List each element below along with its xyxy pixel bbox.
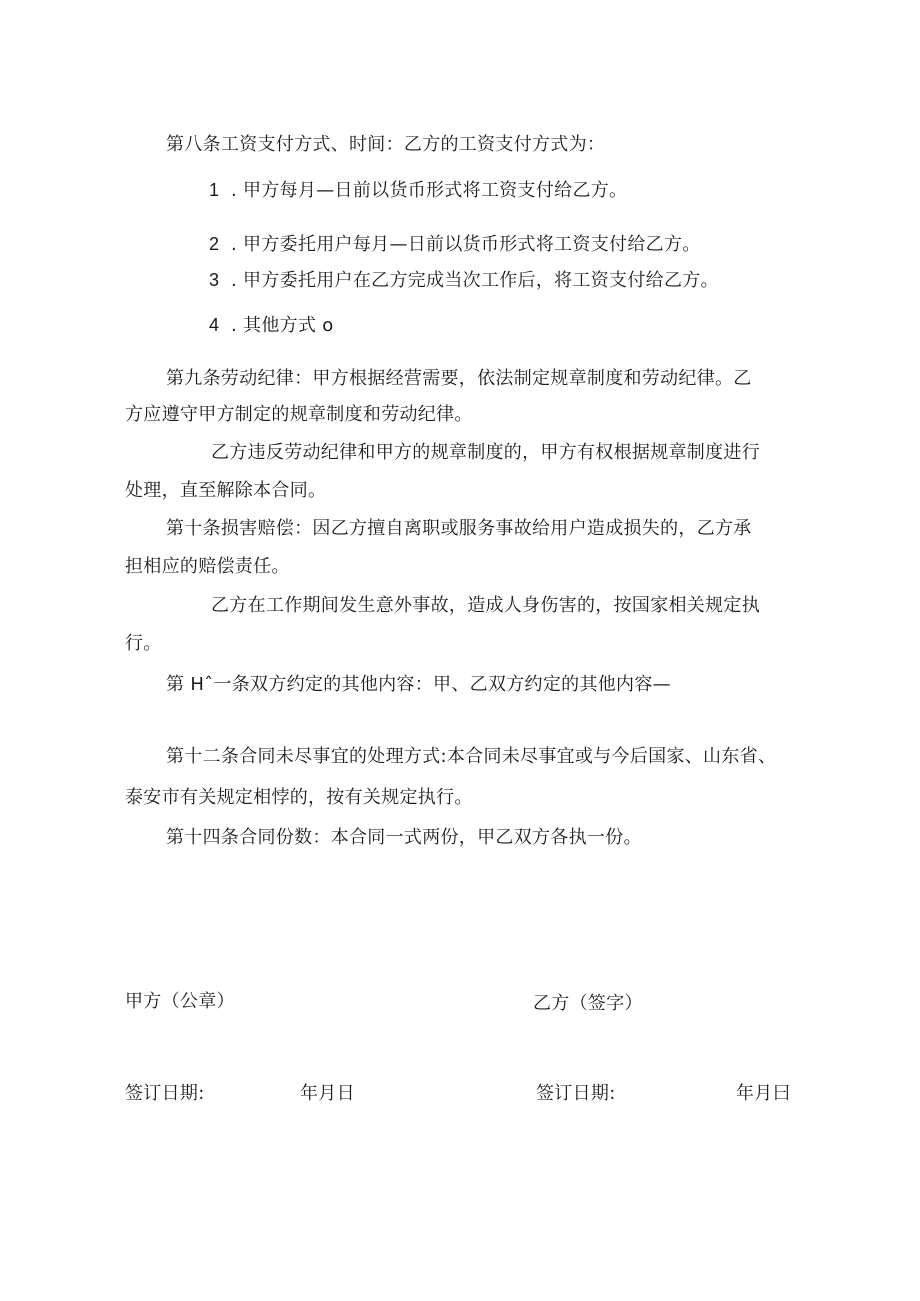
party-b-date-value: 年月曰 xyxy=(736,1083,791,1104)
article-10-line-1: 第十条损害赔偿：因乙方擅自离职或服务事故给用户造成损失的，乙方承 xyxy=(166,518,752,539)
party-a-date-value: 年月日 xyxy=(300,1083,355,1104)
article-9-line-2: 方应遵守甲方制定的规章制度和劳动纪律。 xyxy=(125,404,473,425)
article-9-line-4: 处理，直至解除本合同。 xyxy=(125,480,327,501)
article-12-line-2: 泰安市有关规定相悖的，按有关规定执行。 xyxy=(125,787,473,808)
article-8-heading: 第八条工资支付方式、时间：乙方的工资支付方式为： xyxy=(166,134,606,155)
item-number: 2 xyxy=(209,234,220,254)
article-9-line-3: 乙方违反劳动纪律和甲方的规章制度的，甲方有权根据规章制度进行 xyxy=(211,442,760,463)
item-text: . 甲方委托用户每月—日前以货币形式将工资支付给乙方。 xyxy=(231,234,701,255)
article-10-line-3: 乙方在工作期间发生意外事故，造成人身伤害的，按国家相关规定执 xyxy=(211,595,760,616)
article-8-item-2 xyxy=(209,233,701,256)
article-8-item-4 xyxy=(209,314,334,337)
item-number: 4 xyxy=(209,315,220,335)
article-8-item-1 xyxy=(209,179,627,202)
article-8-item-3 xyxy=(209,269,719,292)
item-text: . 甲方每月—日前以货币形式将工资支付给乙方。 xyxy=(231,180,628,201)
article-10-line-2: 担相应的赔偿责任。 xyxy=(125,556,290,577)
article-9-line-1: 第九条劳动纪律：甲方根据经营需要，依法制定规章制度和劳动纪律。乙 xyxy=(166,368,752,389)
party-a-seal-label: 甲方（公章） xyxy=(125,991,235,1012)
party-a-date-label: 签订日期: xyxy=(125,1083,205,1104)
article-10-line-4: 行。 xyxy=(125,633,162,654)
article-14-line-1: 第十四条合同份数：本合同一式两份，甲乙双方各执一份。 xyxy=(166,827,642,848)
party-b-signature-label: 乙方（签字） xyxy=(533,993,643,1014)
item-number: 3 xyxy=(209,270,220,290)
item-number: 1 xyxy=(209,180,220,200)
article-12-line-1: 第十二条合同未尽事宜的处理方式:本合同未尽事宜或与今后国家、山东省、 xyxy=(166,746,777,767)
party-b-date-label: 签订日期: xyxy=(536,1083,616,1104)
article-11-line-1: 第 Hˆ一条双方约定的其他内容：甲、乙双方约定的其他内容— xyxy=(166,674,671,695)
item-text: . 甲方委托用户在乙方完成当次工作后，将工资支付给乙方。 xyxy=(231,270,719,291)
item-text: . 其他方式 o xyxy=(231,315,334,336)
